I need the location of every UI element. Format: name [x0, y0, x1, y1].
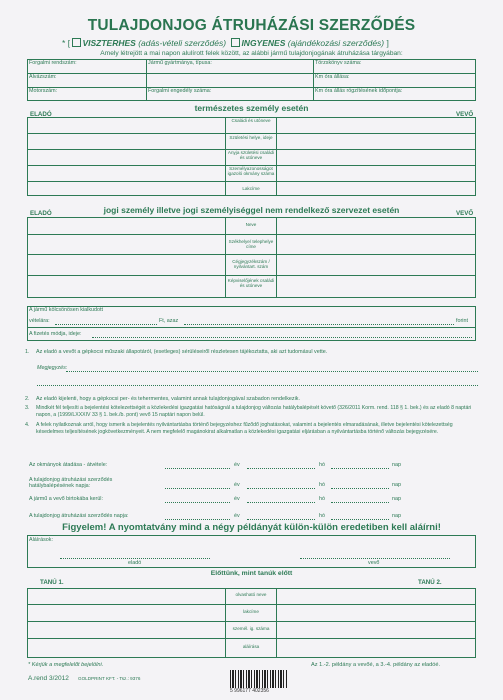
- signature-buyer-label: vevő: [368, 560, 380, 566]
- clause-2: Az eladó kijelenti, hogy a gépkocsi per- és tehermentes, valamint annak tulajdonjogával szabadon rendelkezik.: [36, 396, 300, 402]
- printer-name: GOLDPRINT KFT. - Tsz.: 9376: [78, 676, 141, 681]
- price-ft-label: Ft, azaz: [159, 318, 179, 324]
- legal-seller-fields[interactable]: [28, 218, 224, 297]
- natural-field-name: Családi és utóneve: [231, 118, 271, 123]
- witness-field-signature: aláírása: [242, 644, 260, 649]
- legal-field-regnum: Cégjegyzékszám / nyilvántart. szám: [232, 259, 270, 269]
- remark-field[interactable]: [66, 362, 478, 386]
- price-amount-field[interactable]: [55, 317, 157, 324]
- legal-field-rep: Képviselőjének családi és utóneve: [227, 278, 275, 288]
- witness-field-id: személ. ig. száma: [232, 626, 270, 631]
- legal-buyer-label: VEVŐ: [456, 210, 474, 217]
- label-forgalmi-engedely: Forgalmi engedély száma:: [148, 88, 212, 94]
- label-torzskonyv: Törzskönyv száma:: [315, 60, 362, 66]
- date-label-birtokba: A jármű a vevő birtokába kerül:: [29, 496, 104, 502]
- alvazszam-field[interactable]: [29, 80, 311, 87]
- km-allas-field[interactable]: [315, 80, 474, 87]
- payment-field[interactable]: [92, 330, 472, 337]
- label-motorszam: Motorszám:: [29, 88, 58, 94]
- date-label-hatalyba: A tulajdonjog átruházási szerződés hatálybalépésének napja:: [29, 477, 113, 490]
- witness-field-address: lakcíme: [243, 609, 259, 614]
- label-gyartmany: Jármű gyártmánya, típusa:: [148, 60, 212, 66]
- warning-text: Figyelem! A nyomtatvány mind a négy példányát külön-külön eredetiben kell aláírni!: [62, 522, 441, 533]
- buyer-signature-field[interactable]: [300, 545, 450, 558]
- natural-field-birth: Születési helye, ideje: [229, 135, 273, 140]
- price-forint-label: forint: [456, 318, 468, 324]
- intro-text: Amely létrejött a mai napon alulírott felek között, az alábbi jármű tulajdonjogának átruházása tárgyában:: [100, 50, 403, 57]
- barcode-number: 5 996177 402356: [230, 688, 269, 694]
- natural-seller-fields[interactable]: [28, 118, 224, 195]
- motorszam-field[interactable]: [29, 94, 144, 101]
- clause-4: A felek nyilatkoznak arról, hogy ismerik a bejelentés nyilvántartásba történő bejegyzéshez fűződő joghatásokat, valamint a bejelentés elmaradásának, illetve bejelentési kötelezettség késedelmes teljesítésének jogkövetkezményeit. A nem megfelelő magánokirat alkalmatlan a közlekedési igazgatási eljárásban a nyilvántartásba történő változás bejegyzésére.: [36, 422, 453, 436]
- torzskonyv-field[interactable]: [315, 66, 474, 73]
- seller-signature-field[interactable]: [60, 545, 210, 558]
- payment-label: A fizetés módja, ideje:: [29, 331, 82, 337]
- witnesses-heading: Előttünk, mint tanúk előtt: [210, 570, 293, 577]
- copies-note: Az 1.-2. példány a vevőé, a 3.-4. példány az eladóé.: [311, 662, 441, 668]
- forgalmi-rendszam-field[interactable]: [29, 66, 144, 73]
- date-label-szerzodes: A tulajdonjog átruházási szerződés napja:: [29, 513, 129, 519]
- natural-field-id: Személyazonosságot igazoló okmány száma: [227, 166, 275, 176]
- label-km-allas: Km óra állása:: [315, 74, 350, 80]
- price-intro-label: A jármű kölcsönösen kialkudott: [29, 307, 104, 313]
- checkbox-viszterhes[interactable]: [72, 38, 81, 47]
- natural-buyer-fields[interactable]: [277, 118, 475, 195]
- signature-seller-label: eladó: [128, 560, 142, 566]
- price-label: vételára:: [29, 318, 50, 324]
- page-title: TULAJDONJOG ÁTRUHÁZÁSI SZERZŐDÉS: [87, 17, 416, 34]
- date-hatalyba-field[interactable]: [165, 480, 389, 488]
- price-words-field[interactable]: [184, 317, 454, 324]
- date-szerzodes-field[interactable]: [165, 511, 389, 519]
- form-code: A.rend 3/2012: [28, 675, 69, 682]
- date-okmany-field[interactable]: [165, 460, 389, 468]
- km-rogzites-field[interactable]: [315, 94, 474, 101]
- label-km-rogzites: Km óra állás rögzítésének időpontja:: [315, 88, 403, 94]
- legal-field-name: Neve: [245, 222, 257, 227]
- checkbox-ingyenes[interactable]: [231, 38, 240, 47]
- natural-buyer-label: VEVŐ: [456, 111, 474, 118]
- label-alvazszam: Alvázszám:: [29, 74, 57, 80]
- remark-label: Megjegyzés:: [37, 365, 68, 371]
- gyartmany-field[interactable]: [148, 66, 311, 73]
- barcode: [230, 670, 288, 688]
- signatures-label: Aláírások:: [29, 537, 53, 543]
- contract-type-selector: * [ VISZTERHES (adás-vételi szerződés) INGYENES (ajándékozási szerződés) ]: [62, 38, 389, 48]
- date-label-okmany: Az okmányok átadása - átvétele:: [29, 462, 108, 468]
- label-forgalmi-rendszam: Forgalmi rendszám:: [29, 60, 77, 66]
- witness2-label: TANÚ 2.: [418, 579, 442, 586]
- witness1-fields[interactable]: [28, 589, 224, 657]
- witness2-fields[interactable]: [277, 589, 475, 657]
- clause-1: Az eladó a vevőt a gépkocsi műszaki állapotáról, (esetleges) sérüléseiről részletesen tájékoztatta, aki azt tudomásul vette.: [36, 349, 328, 355]
- witness1-label: TANÚ 1.: [40, 579, 64, 586]
- forgalmi-engedely-field[interactable]: [148, 94, 311, 101]
- witness-field-name: olvasható neve: [235, 592, 267, 597]
- natural-seller-label: ELADÓ: [30, 111, 52, 118]
- natural-person-heading: természetes személy esetén: [194, 103, 309, 113]
- legal-buyer-fields[interactable]: [277, 218, 475, 297]
- date-birtokba-field[interactable]: [165, 494, 389, 502]
- legal-person-heading: jogi személy illetve jogi személyiséggel nem rendelkező szervezet esetén: [103, 205, 400, 215]
- legal-field-seat: Székhelye/ telephelye címe: [228, 239, 274, 249]
- clause-3: Mindkét fél teljesíti a bejelentési kötelezettségét a közlekedési igazgatási hatóságnál a tulajdonjog változás hatálybalépését követő (326/2011 Korm. rend. 118 § 1. bek.) és az eladó 8 naptári napon, a (1999/LXXXIV 33 § 1. bek./b. pont) vevő 15 naptári napon belül.: [36, 405, 472, 419]
- contract-page: TULAJDONJOG ÁTRUHÁZÁSI SZERZŐDÉS * [ VISZTERHES (adás-vételi szerződés) INGYENES (ajándékozási szerződés) ] Amely létrejött a mai napon alulírott felek között, az alábbi jármű tulajdonjogának átruházása tárgyában: Forgalmi rendszám: Jármű gyártmánya, típusa: Törzskönyv száma: Alvázszám: Km óra állása: Motorszám: Forgalmi engedély száma: Km óra állás rögzítésének időpontja: természetes személy esetén ELADÓ VEVŐ Családi és utóneve Születési helye, ideje Anyja születési családi és utóneve Személyazonosságot igazoló okmány száma Lakcíme ELADÓ jogi személy illetve jogi személyiséggel nem rendelkező szervezet esetén VEVŐ Neve Székhelye/ telephelye címe Cégjegyzékszám / nyilvántart. szám Képviselőjének családi és utóneve A jármű kölcsönösen kialkudott vételára: Ft, azaz forint A fizetés módja, ideje: 1. Az eladó a vevőt a gépkocsi műszaki állapotáról, (esetleges) sérüléseiről részletesen tájékoztatta, aki azt tudomásul vette. Megjegyzés: 2. Az eladó kijelenti, hogy a gépkocsi per- és tehermentes, valamint annak tulajdonjogával szabadon rendelkezik. 3. Mindkét fél teljesíti a bejelentési kötelezettségét a közlekedési igazgatási hatóságnál a tulajdonjog változás hatálybalépését követő (326/2011 Korm. rend. 118 § 1. bek.) és az eladó 8 naptári napon, a (1999/LXXXIV 33 § 1. bek./b. pont) vevő 15 naptári napon belül. 4. A felek nyilatkoznak arról, hogy ismerik a bejelentés nyilvántartásba történő bejegyzéshez fűződő joghatásokat, valamint a bejelentés elmaradásának, illetve bejelentési kötelezettség késedelmes teljesítésének jogkövetkezményeit. A nem megfelelő magánokirat alkalmatlan a közlekedési igazgatási eljárásban a nyilvántartásba történő változás bejegyzésére. Az okmányok átadása - átvétele: év hó nap A tulajdonjog átruházási szerződés hatálybalépésének napja: év hó nap A jármű a vevő birtokába kerül: év hó nap A tulajdonjog átruházási szerződés napja: év hó nap Figyelem! A nyomtatvány mind a négy példányát külön-külön eredetiben kell aláírni! Aláírások: eladó vevő Előttünk, mint tanúk előtt TANÚ 1. TANÚ 2. olvasható neve lakcíme személ. ig. száma aláírása * Kérjük a megfelelőt bejelölni. A.rend 3/2012 GOLDPRINT KFT. - Tsz.: 9376 5 996177 402356 Az 1.-2. példány a vevőé, a 3.-4. példány az eladóé.: [0, 0, 503, 700]
- footnote: * Kérjük a megfelelőt bejelölni.: [28, 662, 104, 668]
- natural-field-address: Lakcíme: [242, 186, 260, 191]
- natural-field-mother: Anyja születési családi és utóneve: [227, 150, 275, 160]
- legal-seller-label: ELADÓ: [30, 210, 52, 217]
